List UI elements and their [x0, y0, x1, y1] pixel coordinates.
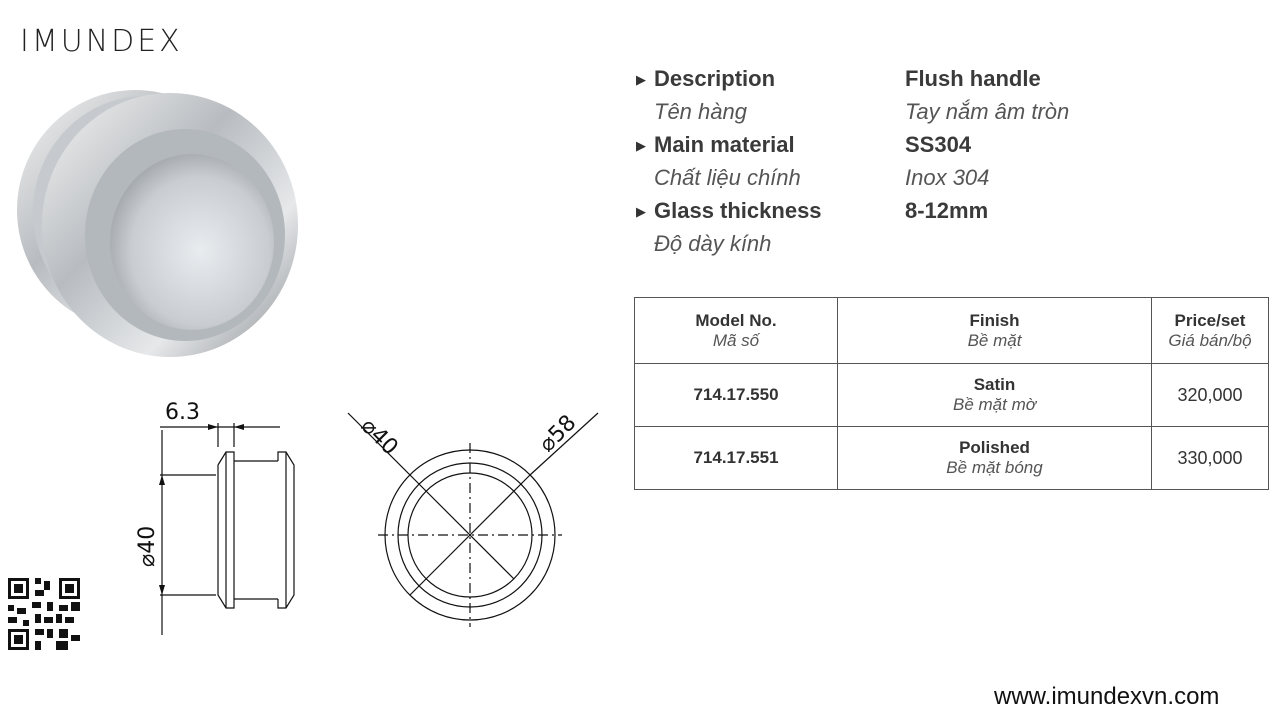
table-row [635, 427, 1269, 490]
cell-price: 330,000 [1152, 427, 1269, 490]
table-header-row [635, 298, 1269, 364]
spec-list [636, 66, 1236, 264]
website-url: www.imundexvn.com [994, 683, 1220, 710]
header-label: Price/set [1174, 310, 1246, 330]
finish-label-vi: Bề mặt mờ [952, 395, 1037, 414]
spec-value: 8-12mm [905, 198, 989, 223]
dim-width-label: 6.3 [165, 400, 200, 425]
spec-value: Flush handle [905, 66, 1041, 91]
header-price [1152, 298, 1269, 364]
table-row [635, 364, 1269, 427]
spec-value-vi: Inox 304 [905, 165, 990, 190]
spec-row-glass [636, 198, 1236, 231]
header-model [635, 298, 838, 364]
brand-logo: IMUNDEX [20, 24, 183, 59]
dimension-arrows [159, 424, 244, 595]
cell-finish [838, 427, 1152, 490]
spec-label-vi: Tên hàng [654, 99, 747, 124]
spec-row-description-vi [636, 99, 1236, 132]
spec-label: Main material [654, 132, 795, 157]
cell-model: 714.17.551 [635, 427, 838, 490]
cell-model: 714.17.550 [635, 364, 838, 427]
side-view [160, 423, 294, 635]
spec-label-vi: Chất liệu chính [654, 165, 801, 190]
dim-outer-diameter-label: ⌀58 [534, 410, 582, 458]
spec-value: SS304 [905, 132, 972, 157]
spec-row-glass-vi [636, 231, 1236, 264]
bullet-icon: ▶ [636, 72, 646, 87]
bullet-icon: ▶ [636, 138, 646, 153]
header-label: Model No. [695, 310, 777, 330]
spec-row-material [636, 132, 1236, 165]
spec-label: Description [654, 66, 776, 91]
spec-row-material-vi [636, 165, 1236, 198]
bullet-icon: ▶ [636, 204, 646, 219]
header-label-vi: Giá bán/bộ [1168, 330, 1252, 350]
header-label-vi: Bề mặt [967, 330, 1022, 350]
qr-code-icon [8, 578, 80, 650]
header-label-vi: Mã số [712, 330, 760, 350]
cell-finish [838, 364, 1152, 427]
technical-drawing [120, 395, 610, 645]
header-label: Finish [969, 310, 1020, 330]
dim-side-diameter-label: ⌀40 [135, 525, 160, 567]
finish-label: Satin [973, 375, 1016, 394]
product-photo [10, 80, 310, 380]
spec-value-vi: Tay nắm âm tròn [905, 99, 1070, 124]
finish-label: Polished [959, 438, 1030, 457]
price-table [634, 297, 1269, 490]
header-finish [838, 298, 1152, 364]
spec-row-description [636, 66, 1236, 99]
cell-price: 320,000 [1152, 364, 1269, 427]
spec-label-vi: Độ dày kính [654, 231, 772, 256]
finish-label-vi: Bề mặt bóng [946, 458, 1043, 477]
spec-label: Glass thickness [654, 198, 822, 223]
dim-inner-diameter-label: ⌀40 [355, 413, 403, 461]
